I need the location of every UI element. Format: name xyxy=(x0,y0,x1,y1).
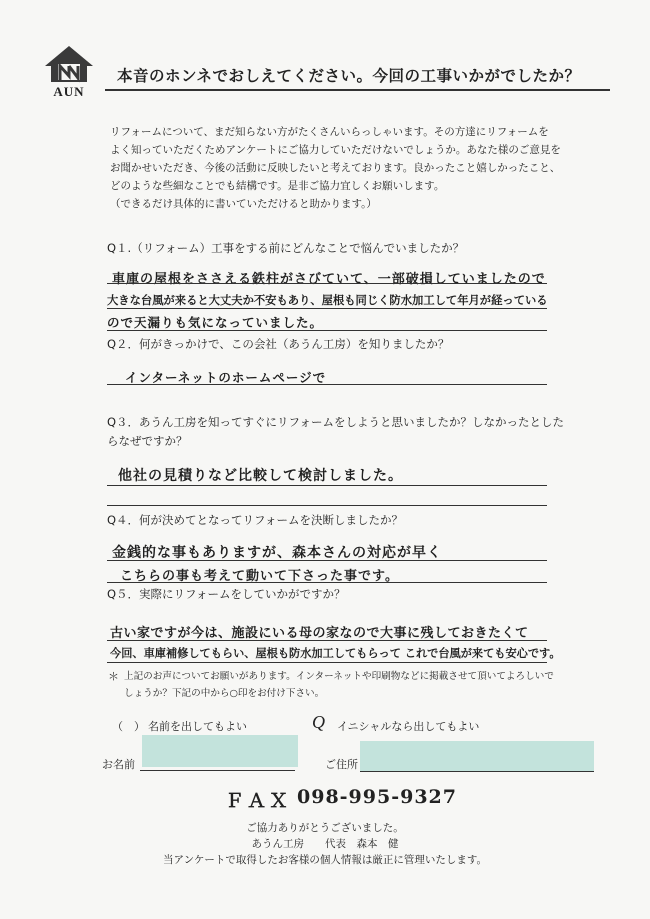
intro-line: どのような些細なことでも結構です。是非ご協力宜しくお願いします。 xyxy=(110,180,445,192)
redacted-name xyxy=(142,735,298,767)
fax-number: 098-995-9327 xyxy=(297,786,457,808)
answer-rule xyxy=(107,582,547,583)
intro-line: よく知っていただくためアンケートにご協力していただけないでしょうか。あなた様のご意見を xyxy=(110,144,561,156)
logo-text: AUN xyxy=(53,84,85,99)
fax-label: ＦＡＸ xyxy=(225,790,292,812)
answer-rule xyxy=(107,384,547,385)
answer-rule xyxy=(107,505,547,506)
answer-5-line-1: 古い家ですが今は、施設にいる母の家なので大事に残しておきたくて xyxy=(110,626,529,641)
question-3-line-1: Q３．あうん工房を知ってすぐにリフォームをしようと思いましたか？しなかったとした xyxy=(107,415,564,429)
answer-rule xyxy=(107,640,547,641)
asterisk-mark: ＊ xyxy=(108,670,119,683)
privacy-note: 当アンケートで取得したお客様の個人情報は厳正に管理いたします。 xyxy=(162,854,488,866)
question-4: Q４．何が決めてとなってリフォームを決断しましたか？ xyxy=(107,513,403,527)
intro-line: お聞かせいただき、今後の活動に反映したいと考えております。良かったこと嬉しかったこと、 xyxy=(110,162,561,174)
intro-line: リフォームについて、まだ知らない方がたくさんいらっしゃいます。その方達にリフォームを xyxy=(110,126,549,138)
question-5: Q５．実際にリフォームをしていかがですか？ xyxy=(107,587,346,601)
answer-1-line-3: ので天漏りも気になっていました。 xyxy=(107,315,324,330)
question-2: Q２．何がきっかけで、この会社（あうん工房）を知りましたか？ xyxy=(107,337,450,351)
answer-5-line-2: 今回、車庫補修してもらい、屋根も防水加工してもらって これで台風が来ても安心です。 xyxy=(110,647,561,660)
answer-2-line-1: インターネットのホームページで xyxy=(125,370,327,385)
intro-line: （できるだけ具体的に書いていただけると助かります。） xyxy=(110,198,377,210)
option-initial-mark[interactable]: Q xyxy=(312,712,325,732)
option-name-mark[interactable]: （ ） xyxy=(112,720,145,733)
answer-1-line-2: 大きな台風が来ると大丈夫か不安もあり、屋根も同じく防水加工して年月が経っている xyxy=(107,294,548,307)
thanks-text: ご協力ありがとうございました。 xyxy=(246,822,404,834)
address-field-line[interactable] xyxy=(360,771,594,772)
answer-rule xyxy=(107,485,547,486)
answer-1-line-1: 車庫の屋根をささえる鉄柱がさびていて、一部破損していましたので xyxy=(112,272,546,287)
question-1: Q１.（リフォーム）工事をする前にどんなことで悩んでいましたか？ xyxy=(107,241,465,255)
name-field-line[interactable] xyxy=(140,770,295,771)
answer-4-line-1: 金銭的な事もありますが、森本さんの対応が早く xyxy=(112,545,442,561)
intro-text xyxy=(110,123,630,213)
name-label: お名前 xyxy=(102,758,135,771)
address-label: ご住所 xyxy=(325,758,358,771)
answer-4-line-2: こちらの事も考えて動いて下さった事です。 xyxy=(120,569,399,584)
answer-rule xyxy=(107,330,547,331)
house-logo-icon xyxy=(42,44,96,84)
company-logo xyxy=(42,44,96,100)
title-underline xyxy=(105,89,610,91)
consent-note-line-1: 上記のお声についてお願いがあります。インターネットや印刷物などに掲載させて頂いてよろしいで xyxy=(124,671,554,682)
answer-3-line-1: 他社の見積りなど比較して検討しました。 xyxy=(118,468,403,484)
option-initial-label: イニシャルなら出してもよい xyxy=(337,720,480,733)
consent-note-line-2: しょうか？下記の中から○印をお付け下さい。 xyxy=(124,688,325,699)
answer-rule xyxy=(107,283,547,284)
question-3-line-2: らなぜですか？ xyxy=(107,434,188,448)
redacted-address xyxy=(360,741,594,771)
answer-rule xyxy=(107,308,547,309)
page-title: 本音のホンネでおしえてください。今回の工事いかがでしたか？ xyxy=(117,67,581,85)
company-sign: あうん工房 代表 森本 健 xyxy=(251,838,399,850)
option-name-label: 名前を出してもよい xyxy=(148,720,247,733)
answer-rule xyxy=(107,662,547,663)
answer-rule xyxy=(107,560,547,561)
